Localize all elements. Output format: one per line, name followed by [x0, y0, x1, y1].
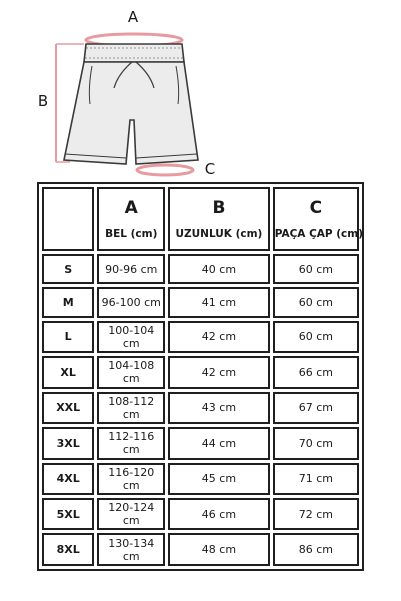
leg-opening-cell: 86 cm	[273, 533, 359, 566]
leg-opening-cell: 70 cm	[273, 427, 359, 459]
table-row	[42, 254, 359, 284]
shorts-measurement-diagram	[0, 0, 401, 180]
size-cell: L	[42, 321, 94, 353]
table-row	[42, 427, 359, 459]
header-leg-opening-label: PAÇA ÇAP (cm)	[274, 227, 364, 240]
length-cell: 42 cm	[168, 321, 270, 353]
waist-cell: 104-108 cm	[97, 356, 165, 388]
header-leg-opening	[273, 187, 364, 251]
header-row	[42, 187, 359, 251]
length-cell: 43 cm	[168, 392, 270, 424]
label-b: B	[37, 92, 49, 110]
table-row	[42, 463, 359, 495]
label-c: C	[204, 160, 216, 178]
header-leg-opening-letter: C	[309, 197, 323, 218]
size-chart-body	[42, 254, 359, 566]
header-waist-label: BEL (cm)	[105, 227, 158, 240]
waist-cell: 112-116 cm	[97, 427, 165, 459]
leg-opening-cell: 60 cm	[273, 321, 359, 353]
shorts-outline	[64, 44, 198, 164]
leg-opening-cell: 60 cm	[273, 254, 359, 284]
leg-opening-cell: 66 cm	[273, 356, 359, 388]
length-cell: 44 cm	[168, 427, 270, 459]
table-row	[42, 287, 359, 317]
header-waist	[97, 187, 165, 251]
table-row	[42, 392, 359, 424]
table-row	[42, 533, 359, 566]
size-chart-header	[42, 187, 364, 251]
header-length-letter: B	[212, 197, 226, 218]
header-length	[168, 187, 270, 251]
leg-opening-cell: 72 cm	[273, 498, 359, 530]
table-row	[42, 356, 359, 388]
size-cell: M	[42, 287, 94, 317]
header-empty-cell	[42, 187, 94, 251]
length-cell: 42 cm	[168, 356, 270, 388]
table-row	[42, 321, 359, 353]
size-chart-table	[37, 182, 364, 571]
size-cell: 5XL	[42, 498, 94, 530]
length-cell: 48 cm	[168, 533, 270, 566]
size-cell: 4XL	[42, 463, 94, 495]
size-cell: XXL	[42, 392, 94, 424]
waist-cell: 96-100 cm	[97, 287, 165, 317]
length-cell: 45 cm	[168, 463, 270, 495]
leg-opening-cell: 60 cm	[273, 287, 359, 317]
label-a: A	[127, 8, 139, 26]
waist-cell: 130-134 cm	[97, 533, 165, 566]
waist-cell: 100-104 cm	[97, 321, 165, 353]
leg-opening-cell: 71 cm	[273, 463, 359, 495]
size-cell: 3XL	[42, 427, 94, 459]
size-cell: XL	[42, 356, 94, 388]
leg-opening-cell: 67 cm	[273, 392, 359, 424]
length-cell: 40 cm	[168, 254, 270, 284]
size-cell: S	[42, 254, 94, 284]
leg-opening-measure-ellipse	[137, 165, 193, 175]
table-row	[42, 498, 359, 530]
header-waist-letter: A	[124, 197, 138, 218]
length-cell: 46 cm	[168, 498, 270, 530]
shorts-diagram-svg	[0, 0, 401, 180]
header-length-label: UZUNLUK (cm)	[175, 227, 263, 240]
length-cell: 41 cm	[168, 287, 270, 317]
waist-cell: 90-96 cm	[97, 254, 165, 284]
size-cell: 8XL	[42, 533, 94, 566]
waist-cell: 108-112 cm	[97, 392, 165, 424]
waist-cell: 120-124 cm	[97, 498, 165, 530]
waist-cell: 116-120 cm	[97, 463, 165, 495]
